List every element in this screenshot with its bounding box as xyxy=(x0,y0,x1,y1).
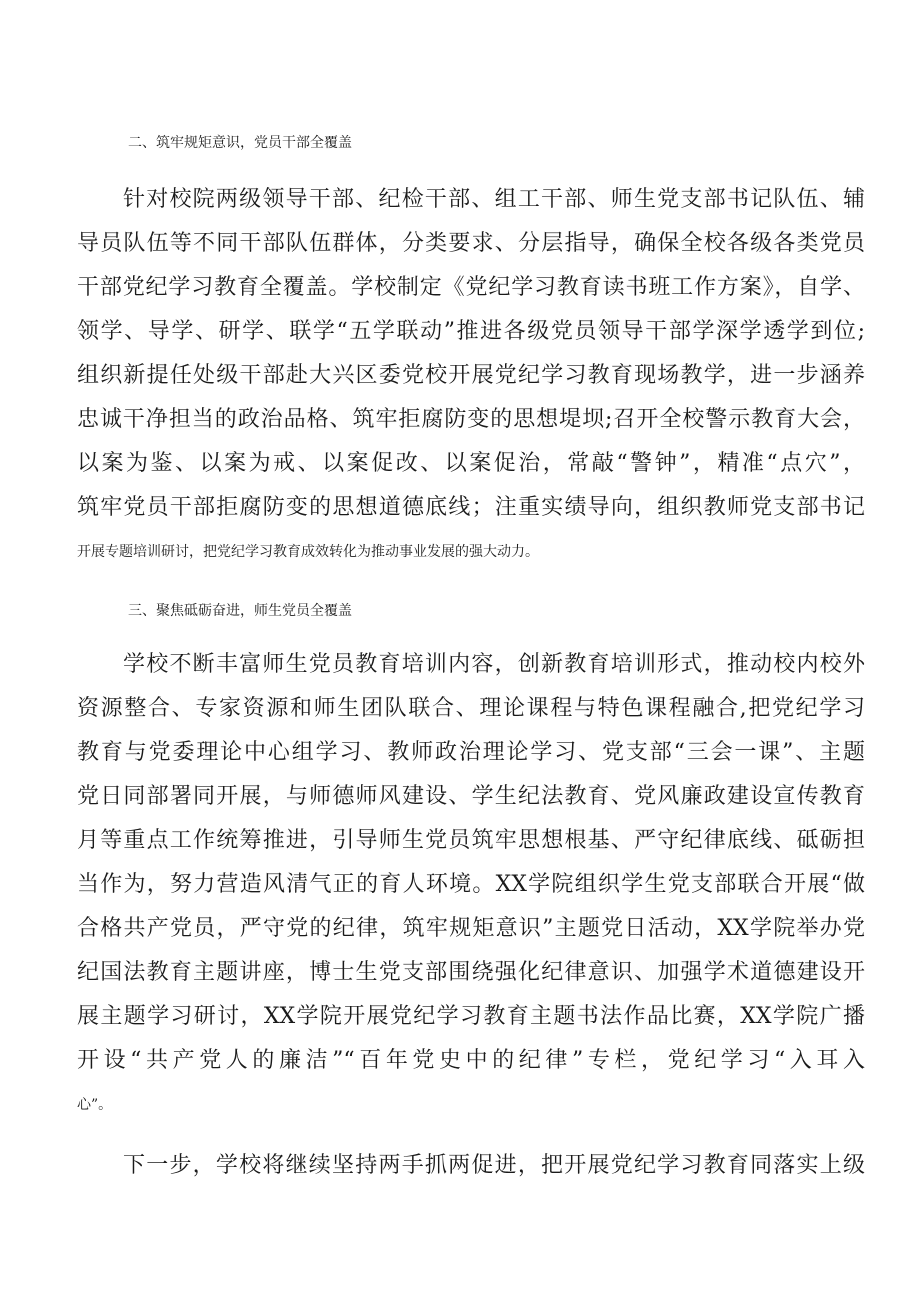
paragraph-line: 筑牢党员干部拒腐防变的思想道德底线；注重实绩导向，组织教师党支部书记 xyxy=(77,495,865,520)
paragraph-line: 当作为，努力营造风清气正的育人环境。XX学院组织学生党支部联合开展“做 xyxy=(77,872,865,897)
paragraph-line: 纪国法教育主题讲座，博士生党支部围绕强化纪律意识、加强学术道德建设开 xyxy=(77,960,865,985)
paragraph-line: 学校不断丰富师生党员教育培训内容，创新教育培训形式，推动校内校外 xyxy=(123,652,865,677)
section-heading: 二、筑牢规矩意识，党员干部全覆盖 xyxy=(128,135,352,151)
paragraph-line: 以案为鉴、以案为戒、以案促改、以案促治，常敲“警钟”，精准“点穴”， xyxy=(77,451,865,476)
paragraph-line: 党日同部署同开展，与师德师风建设、学生纪法教育、党风廉政建设宣传教育 xyxy=(77,784,865,809)
paragraph-line: 干部党纪学习教育全覆盖。学校制定《党纪学习教育读书班工作方案》，自学、 xyxy=(77,275,865,300)
paragraph-line: 下一步，学校将继续坚持两手抓两促进，把开展党纪学习教育同落实上级 xyxy=(123,1153,865,1178)
paragraph-line: 导员队伍等不同干部队伍群体，分类要求、分层指导，确保全校各级各类党员 xyxy=(77,231,865,256)
paragraph-line: 教育与党委理论中心组学习、教师政治理论学习、党支部“三会一课”、主题 xyxy=(77,740,865,765)
paragraph-line: 开展专题培训研讨，把党纪学习教育成效转化为推动事业发展的强大动力。 xyxy=(77,544,539,560)
paragraph-line: 合格共产党员，严守党的纪律，筑牢规矩意识”主题党日活动，XX学院举办党 xyxy=(77,916,865,941)
paragraph-line: 针对校院两级领导干部、纪检干部、组工干部、师生党支部书记队伍、辅 xyxy=(123,187,865,212)
paragraph-line: 资源整合、专家资源和师生团队联合、理论课程与特色课程融合,把党纪学习 xyxy=(77,696,865,721)
paragraph-line: 心”。 xyxy=(77,1097,113,1113)
paragraph-line: 月等重点工作统筹推进，引导师生党员筑牢思想根基、严守纪律底线、砥砺担 xyxy=(77,828,865,853)
paragraph-line: 领学、导学、研学、联学“五学联动”推进各级党员领导干部学深学透学到位; xyxy=(77,319,865,344)
paragraph-line: 忠诚干净担当的政治品格、筑牢拒腐防变的思想堤坝;召开全校警示教育大会， xyxy=(77,407,865,432)
paragraph-line: 开设“共产党人的廉洁”“百年党史中的纪律”专栏，党纪学习“入耳入 xyxy=(77,1048,865,1073)
paragraph-line: 展主题学习研讨，XX学院开展党纪学习教育主题书法作品比赛，XX学院广播 xyxy=(77,1004,865,1029)
section-heading: 三、聚焦砥砺奋进，师生党员全覆盖 xyxy=(128,603,352,619)
paragraph-line: 组织新提任处级干部赴大兴区委党校开展党纪学习教育现场教学，进一步涵养 xyxy=(77,363,865,388)
